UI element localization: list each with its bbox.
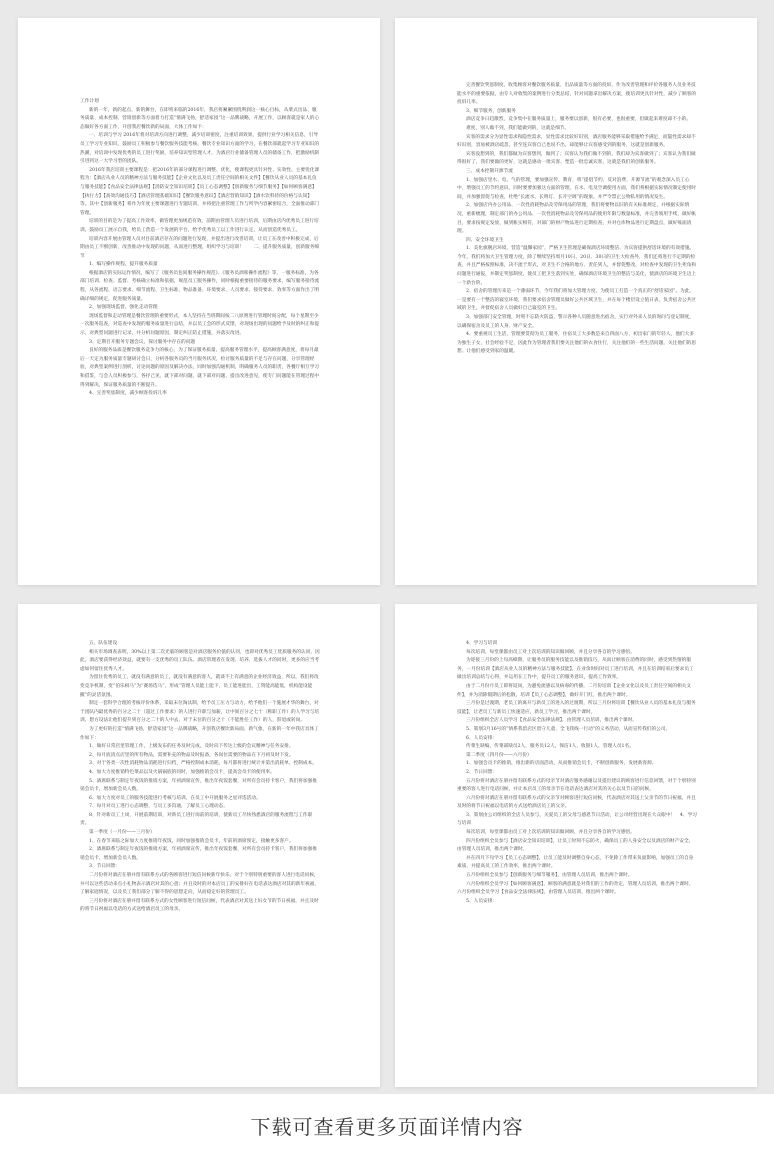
paragraph: 6、人员安排： bbox=[466, 735, 498, 741]
paragraph: 酒店竞争日趋激烈，竞争集中在服务质量上，服务要以创新，很有必要，也很重要，但做起来难度却不小的。 bbox=[466, 117, 692, 123]
paragraph: 2、加强现场监督，强化走动管理 bbox=[89, 305, 158, 311]
paragraph: 1、在春节来临之际加大力度推销年夜饭，同时加强推销会员卡，年前的酒席预定，接触更多客户。 bbox=[89, 838, 294, 844]
paragraph: 五、队伍建设 bbox=[89, 641, 118, 646]
paragraph: 2、节日回馈： bbox=[466, 769, 498, 775]
paragraph: 由于二月份月员工即将返岗，为避免流感以及病毒的传播，二月份培训【企业文化以及员工责任空间的相关文件】，并为消除假期后的松散，培训【员工心态调整】，做好开门红，推出两个课时。 bbox=[457, 683, 692, 698]
paragraph: 宾客没想到的，我们都做为宾客想到，做到了；宾客认为我们做不到的，我们却为宾客做到了；宾客认为我们做得很好了，我们要做的更好，这就是感动一批宾客、塑造一批忠诚宾客，这就是我们的创新服务。 bbox=[457, 151, 696, 166]
paragraph: 3、策划由公司组织的全店人员参与，关爱员工的父母与感恩节日活动，让公司经营出现在大众眼中！ 4、学习与培训 bbox=[457, 812, 697, 827]
paragraph: 5、酒席联系与制定年夜饭的推销方案，年初酒席宣传，推出年夜饭套餐，对所有会员持卡客户，我们将加强推销会员卡，增加新会员人数。 bbox=[80, 778, 317, 793]
paragraph: 根据酒店的实际运作情况，编写了《服务员包间服务操作规范》、《服务员酒席操作流程》等，一服务标准，为各部门培训、检查、监督、考核确立标准和依据，规范员工服务操作，同时根据重要接待的服务要求，编写服务接待流程，从各流程、语言要求、细节流程、卫生标准、物品准备、环境要求、人员要求、接待要求、效率等方面作出了明确详细的规定，促进服务质量。 bbox=[80, 270, 320, 302]
paragraph: 2、每月底清点店里的所有物品，需要补充的物品及时报备，各岗位需要的物品在下月初及时下发。 bbox=[89, 752, 294, 758]
paragraph: 工作计划 bbox=[80, 99, 99, 104]
paragraph: 二月份将对酒店在册并留有联系方式的各顾客进行短信问候新年快乐，对于个别特别重要的客人进行电话问候，并可以这些活动来点小礼物表示酒店对其的心意；并且及时的对本店员工的安排好在电话表达酒店对其的新年祝福，了解家庭情况，以及员工我们部分了解不得的思想走向，从而稳定好的管理员工。 bbox=[80, 873, 320, 896]
paragraph: 2016年我店培训主要课程是：把2016年的部分课程进行调整、优化，使课程更具针对性、实效性。主要优化课程为：【酒店从业人员的精神方法与服务技能】【企业文化以及员工责任空间的相关文件】【餐饮从业人员的基本礼仪与服务技能】【食品安全法律法规】【消防安全知识培训】【员工心态调整】【创新服务与细节服务】【如何顾客满意】【执行力】【高效沟通技巧】【酒店管理基础知识】【餐饮服务意识】【酒店营销知识】【酒水饮料侍的价格与认知】等。其中【创新服务】将作为年度主要课题进行专题培训，并将把注重管理工作与所学内容紧密结合，全面推动部门管理。 bbox=[80, 167, 320, 216]
paragraph: 5、策划3月16号的“情系我留店区留守儿童、全飞我线一行动”的义务活动，从而宣传我们的公司。 bbox=[466, 726, 671, 732]
paragraph: 2、酒席联系与制定年夜饭的推销方案，年初酒席宣传，推出年夜饭套餐，对所有会员持卡客户，我们将加强推销会员卡，增加新会员人数。 bbox=[80, 847, 317, 861]
download-more-link[interactable]: 下载可查看更多页面详情内容 bbox=[250, 1115, 524, 1139]
paragraph: 5、人员安排： bbox=[466, 898, 498, 904]
paragraph: 宾客的需求分为显性需求和隐性需求，显性需求比较好识别，酒店服务能够采取措施给予满足，而隐性需求却不好识别，容易被酒店疏忽，甚至连宾客自己也说不出，却能够让宾客感受到的服务，这就是创新服务。 bbox=[457, 134, 696, 149]
paragraph: 相关市场调查表明，30%以上第二次光临的顾客是对酒店服务价值的认同，也即对优秀员工优质服务的认同，因此，酒店要获得经济效益，就要有一支优秀的员工队伍。酒店管理者在发现、培养、选拔人才的同时，更多的应当考虑如何留住优秀人才。 bbox=[80, 649, 320, 672]
paragraph: 每次培训，每堂课都由员工对上次培训的知识做回顾，并且分享各自的学习感悟。 bbox=[466, 649, 635, 655]
page-2-text bbox=[457, 82, 697, 357]
paragraph: 现场监督和走动管理是餐饮管理的重要形式，本人坚持在当班期间按二八原则进行管理时间分配，每个星期至少一次服务巡查，对巡查中发现的服务质量进行总结，并以员工会的形式反馈，对现场出现的问题给予及时的纠正和提示，对典型问题进行记录，并分析问题原因，制定纠正防止措施，并落实改进。 bbox=[80, 313, 320, 337]
paragraph: 1、编写操作规程，提升服务质量 bbox=[89, 262, 158, 268]
paragraph: 培训内容开展由管理人员对目前酒店存在的问题进行发现，并提出进行改善培训，让员工在改善中积极完成，后期由员工不断创新，改善推动中发现的问题，从而进行整理，组织学习与培训！ 二、提升服务质量，创新服务细节 bbox=[80, 236, 320, 259]
paragraph: 新的一年，新的起点，新的舞台，在即将来临的2016年，我店将紧紧围绕利润这一核心目标，从菜式出品、服务质量、成本控制、营销创新等方面着力打造“情满飞扬，舒适家园”这一品牌战略，开展工作，以顾客就是家人的心态做好各方面工作，开创我店餐饮新的局面，大体工作如下： bbox=[80, 107, 320, 130]
paragraph: 四、安全环境卫生 bbox=[466, 237, 504, 243]
paragraph: 制定一套科学合理的考核评价体系，采取末位淘汰制，给予员工压力与动力，给予他们一个施展才华的舞台，对于团队内最优秀的百分之二十（超过工作要求）的人进行升职与加薪，让中间百分之七十（称职工作）的人学习与培训，想方设法让他们提升到百分之二十的人中去，对于末位的百分之十（不能胜任工作）的人，辞退或转岗。 bbox=[80, 701, 320, 724]
paragraph: 1、加强会员卡的推销，推出新的店面活动，从而推销会员卡，不断创新服务，发展新客源。 bbox=[466, 761, 657, 767]
paragraph: 4、完善奖惩制度，减少顾客投诉几率 bbox=[89, 391, 167, 397]
paragraph: 3、加强部门安全管理，时刻不忘防火防盗，警示各种人员随意进出宿舍，实行对外来人员的询问与登记制度，以确保宿舍及员工的人身、财产安全。 bbox=[457, 315, 694, 329]
paragraph: 4、要重视员工生活，管理要贯彻为员工服务，住宿员工大多数是来自四面八方，初出家门的年轻人，他们大多为独生子女，社会经验不足，因此作为管理者我们要关注他们的衣食住行，关注他们的一些生活问题，关注他们的思想。让他们感受到家的温暖。 bbox=[457, 332, 697, 355]
paragraph: 1、美化旗舰店环境，营造“温馨家园”，严格卫生管理是确保酒店环境整洁、为宾客提供舒适环境的有效措施。今年，我们将加大卫生管理力度，除了继续坚持周月10日、20日、30日的卫生大检查外，我们还将进行不定期的检查，并且严格按照标准，决不流于形式，对卫生不合格的地方、责任到人，并督促整改，对检查中发现的卫生死角和问题进行通报，并制定奖惩制度，使员工把卫生落到实处，确保酒店环境卫生的整洁与美化，使酒店的环境卫生迈上一个新台阶。 bbox=[457, 246, 697, 286]
document-page-2 bbox=[395, 18, 757, 585]
paragraph: 1、做好日常店里管理工作，上级发布的任务及时完成，及时向下传达上级的会议精神与任务安排。 bbox=[89, 744, 294, 750]
paragraph: 2、加强店内办公用品、一次性消耗物品及劳保用品的管理，我们将要物以旧的有关标准规定，并根据实际情况，重新梳理，制定部门的办公用品、一次性消耗物品及劳保用品的使用年限与数量标准，并完善领用手续，做好帐目，要求按规定发放，做到帐实相符，对部门的财产物品进行定期检查，并对仓库物品进行定期盘点，做好账面清理。 bbox=[457, 203, 697, 235]
paragraph: 完善餐饮奖惩制度，收集顾客对餐饮服务质量、出品质量等方面的投诉，作为改善管理和评价各服务人员业务技能水平的重要依据，由专人对收集的案例进行分类总结，针对问题拿出解决方案，使培训更具针对性，减少了顾客的投诉几率。 bbox=[457, 83, 697, 106]
paragraph: 并在四月下旬学习【员工心态调整】，让员工能及时调整自身心态，不免除工作带来负面影响，加强员工的自身素质，并提高员工的工作效率，推出两个课时。 bbox=[457, 855, 694, 870]
paragraph: 3、细节服务，创新服务 bbox=[466, 108, 516, 114]
paragraph: 7、每月对员工进行心态调整，与员工多沟通，了解员工心理动态。 bbox=[89, 804, 228, 810]
page-4-text bbox=[457, 640, 697, 906]
paragraph: 传菜生缺编，传菜部缺员2人，服务员12人，保洁1人，收银1人，管理人员1名。 bbox=[466, 744, 634, 750]
paragraph: 五月份将对酒店在册并留有联系方式的母亲节对酒店服务感谢以及提出建议的顾客进行信息回馈，对于个别特别重要的客人进行电话问候，并让本店员工的母亲节在电话表达酒店对其的关心以及节日的问候。 bbox=[457, 778, 696, 793]
paragraph: 三月份是过渡期，老员工的离开与新员工的进入的过渡期，所以三月份将培训【餐饮从业人员的基本礼仪与服务技能】，让老员工与新员工快速适应，新员工学习，推出两个课时。 bbox=[457, 701, 696, 715]
paragraph: 3、节日回馈： bbox=[89, 864, 121, 870]
paragraph: 六月份组织全员学习【如何顾客满意】，顾客的满意就是对我们的工作的肯定，管理人员培训，推出两个课时。六月份组织全员学习【食品安全法律法规】，由管理人员培训，推出两个课时。 bbox=[457, 881, 694, 896]
paragraph: 三月份组织全店人员学习【食品安全法律法规】，由管理人员培训，推出两个课时。 bbox=[466, 718, 638, 724]
paragraph: 每次培训，每堂课都由员工对上次培训的知识做回顾，并且分享各自的学习感悟。 bbox=[466, 830, 635, 836]
paragraph: 为迎接三月份的上旬高峰期，让服务员的服务技能以及推销技巧，从而让顾客在消费的同时，感受到热情的服务，一月份培训【酒店从业人员的精神方法与服务技能】，在业余时间对员工进行培训，并且在培训结束后要求员工做出培训总结与心得，并运用在工作中，提升员工的服务意识，提高工作效率。 bbox=[457, 658, 694, 681]
paragraph: 四月份组织全员参与【酒店安全知识培训】，让员工时刻不忘防火，确保员工的人身安全以及酒店的财产安全，由管理人员培训，推出两个课时。 bbox=[457, 838, 694, 853]
paragraph: 第一季度（一月份——三月份） bbox=[89, 830, 155, 836]
paragraph: 8、针对新员工上岗，开展前期培训，对新员工进行岗前的培训，使新员工尽快熟悉酒店的服务流程与工作职责。 bbox=[80, 812, 313, 827]
paragraph: 2、宿舍的管理历来是一个薄弱环节，今年我们将加大管理力度，为使员工打造一个真正的“舒适家园”。为此，一是要有一个整洁的寝室环境，我们要求宿舍管理员做好公共区域卫生，并在每个楼层设立值日表，负责宿舍公共区域的卫生，并督促宿舍人员做好自己寝室的卫生。 bbox=[457, 289, 697, 312]
paragraph: 五月份组织全员参与【创新服务与细节服务】，由管理人员培训，推出两个课时。 bbox=[466, 873, 633, 879]
paragraph: 1、加强店里水、电、气的管理，要加强宣传、教育，将“提倡节约、反对浪费、开源节流”的观念深入员工心中，增强员工的节约意识，同时要要加强这方面的管理，在水、电及空调使用方面，我们将根据实际情况制定使用时间，并加强督促与检查，杜绝“长流水、长明灯、长开空调”的现象。并严令禁止公物私用的情况发生。 bbox=[457, 177, 697, 200]
paragraph: 为了更好的打造“情满飞扬，舒适家园”这一品牌战略，开创我店餐饮新局面、新气象，在新的一年中我店具体工作如下： bbox=[80, 726, 319, 741]
document-page-1 bbox=[18, 18, 380, 585]
paragraph: 4、学习与培训 bbox=[466, 641, 498, 646]
document-page-3 bbox=[18, 604, 380, 1087]
paragraph: 六月份将对酒店在册并留有联系方式的父亲节对顾客进行短信问候，代表酒店对其送上父亲节的节日祝福，并且及时的将节日祝福以电话的方式送给酒店员工的父亲。 bbox=[457, 795, 696, 810]
page-1-text bbox=[80, 98, 320, 399]
paragraph: 培训的目的是为了提高工作效率，做管理更加规范有效，前期由管理人员进行培训，后期由店内优秀员工进行培训，鼓励员工展示自我，给员工营造一个发展的平台，给予优秀员工以工作进行认定，从而创造优秀员工。 bbox=[80, 219, 319, 233]
paragraph: 三、成本控制开源节流 bbox=[466, 168, 513, 174]
paragraph: 为留住优秀的员工，就没有满意的员工，就没有满意的客人，就谈不上有满意的企业经济效益，所以，我们将改变竞争机制，变“伯乐相马”为“赛场选马”，形成“管理人员能上能下，员工能进能出，工资能高能低，机构能设能撤”的灵活氛围。 bbox=[80, 675, 319, 698]
paragraph: 第二季度（四月份——六月份） bbox=[466, 752, 532, 758]
paragraph: 4、加大力度推销特色菜品以及火锅锅底的同时，加强推销会员卡，提高会员卡的使用率。 bbox=[89, 769, 275, 775]
paragraph: 良好的服务品质是餐饮服务竞争力的核心，为了保证服务质量，提高服务管理水平，提高顾客满意度，将每月最后一天定为服务质量专题研讨会日，分析各服务员的当月服务状况，检讨服务质量的不足与存在问题，分享管理经验，对典型案例进行剖析，讨论问题的原因及解决办法，同时加强沟通机制，明确服务人员的职责，各餐厅相互学习和借鉴，与会人员积极参与，各抒己见，就下部对问题，就下部对问题、提出改进意见，使专门问题能在管理过程中得到解决，保证服务质量的不断提升。 bbox=[80, 348, 320, 388]
paragraph: 一、培训与学习 2016年将对培训方向进行调整，减少培训密度，注重培训效果，提供行业学习相关信息，引导员工学习专业知识，鼓励员工积极参与餐饮服务技能考核，餐饮专业知识方面的学习，在餐饮部就起学习专业知识的热潮，对培训中发现优秀的员工进行奖励，培养知识型管理人才，为酒店行业储备管理人员的储备工作，把激励机制引进到这一大学习型的团队。 bbox=[80, 133, 320, 165]
paragraph: 3、对于各类一次性消耗物品消耗进行归档，严格控制成本消耗，每月都将进行统计并第出消耗单，控制成本。 bbox=[89, 761, 317, 767]
paragraph: 难度，别人做不到，我们能做到的，这就是细节。 bbox=[466, 125, 570, 131]
paragraph: 6、加大力度对员工的服务技能进行考核与培训，在员工中开展服务之星评选活动。 bbox=[89, 795, 261, 801]
paragraph: 三月份将对酒店在册并留有联系方式的女性顾客进行短信问候，代表酒店对其送上妇女节的节日祝福，并且及时的将节日祝福以电话的方式送给酒店员工的母亲。 bbox=[80, 898, 319, 913]
page-3-text bbox=[80, 640, 320, 915]
paragraph: 3、定期召开服务专题会议，探讨服务中存在的问题 bbox=[89, 339, 196, 345]
document-page-4 bbox=[395, 604, 757, 1087]
